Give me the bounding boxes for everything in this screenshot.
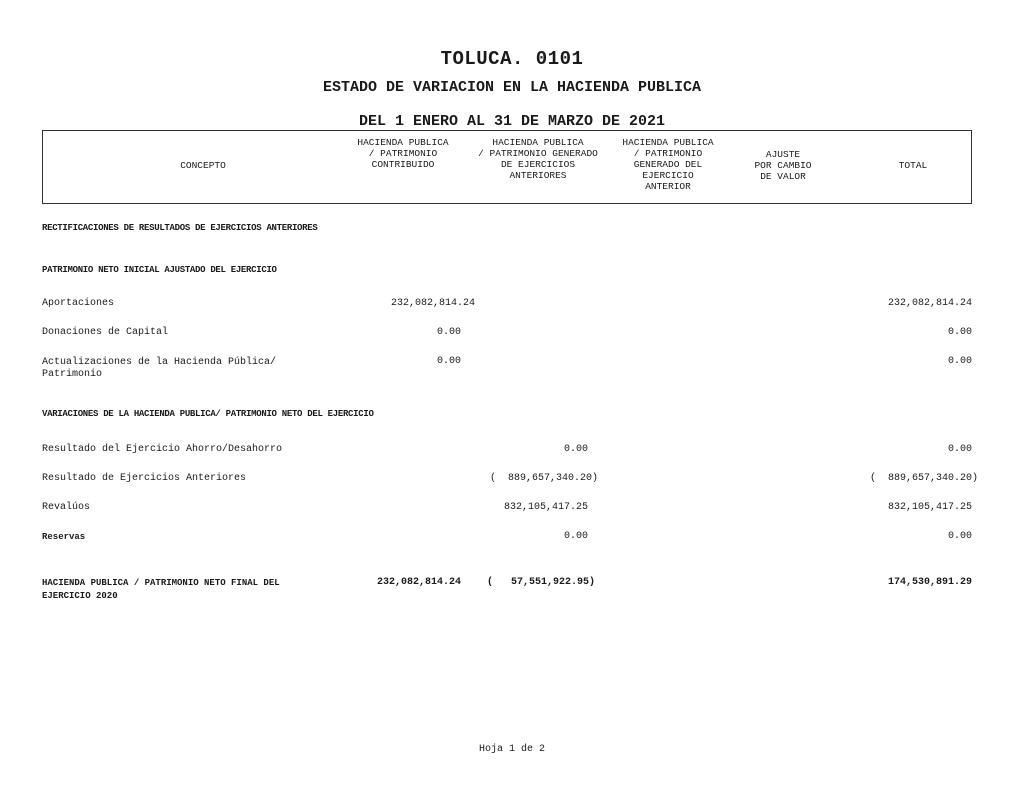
row-resultado-ejercicio-total: 0.00 — [947, 444, 972, 455]
row-revaluos-anteriores: 832,105,417.25 — [503, 502, 588, 513]
row-resultado-anteriores-label: Resultado de Ejercicios Anteriores — [42, 473, 247, 484]
col-contribuido: HACIENDA PUBLICA / PATRIMONIO CONTRIBUIDO — [357, 137, 449, 170]
section-rectificaciones: RECTIFICACIONES DE RESULTADOS DE EJERCICIOS ANTERIORES — [42, 223, 318, 233]
col-total: TOTAL — [898, 160, 928, 171]
col-ejercicios-anteriores: HACIENDA PUBLICA / PATRIMONIO GENERADO DE EJERCICIOS ANTERIORES — [478, 137, 598, 181]
row-reservas-label: Reservas — [42, 532, 86, 542]
row-donaciones-total: 0.00 — [947, 327, 972, 338]
row-final-total: 174,530,891.29 — [887, 577, 972, 588]
report-title: ESTADO DE VARIACION EN LA HACIENDA PUBLICA — [322, 79, 702, 96]
row-aportaciones-total: 232,082,814.24 — [887, 298, 972, 309]
col-ajuste: AJUSTE POR CAMBIO DE VALOR — [754, 149, 812, 182]
entity-title: TOLUCA. 0101 — [440, 48, 584, 70]
col-concepto: CONCEPTO — [180, 160, 226, 171]
section-variaciones: VARIACIONES DE LA HACIENDA PUBLICA/ PATRIMONIO NETO DEL EJERCICIO — [42, 409, 374, 419]
row-final-label: HACIENDA PUBLICA / PATRIMONIO NETO FINAL DEL EJERCICIO 2020 — [42, 578, 280, 601]
row-actualizaciones-contribuido: 0.00 — [436, 356, 461, 367]
row-reservas-total: 0.00 — [947, 531, 972, 542]
row-final-contribuido: 232,082,814.24 — [376, 577, 461, 588]
report-period: DEL 1 ENERO AL 31 DE MARZO DE 2021 — [358, 113, 666, 130]
row-donaciones-label: Donaciones de Capital — [42, 327, 169, 338]
row-resultado-ejercicio-label: Resultado del Ejercicio Ahorro/Desahorro — [42, 444, 283, 455]
row-donaciones-contribuido: 0.00 — [436, 327, 461, 338]
page-number: Hoja 1 de 2 — [478, 744, 545, 755]
row-resultado-anteriores-anteriores: ( 889,657,340.20) — [489, 473, 598, 484]
row-actualizaciones-total: 0.00 — [947, 356, 972, 367]
section-patrimonio-inicial: PATRIMONIO NETO INICIAL AJUSTADO DEL EJERCICIO — [42, 265, 277, 275]
column-header-box — [42, 130, 972, 204]
row-revaluos-label: Revalúos — [42, 502, 91, 513]
row-aportaciones-label: Aportaciones — [42, 298, 115, 309]
row-aportaciones-contribuido: 232,082,814.24 — [390, 298, 475, 309]
col-ejercicio-anterior: HACIENDA PUBLICA / PATRIMONIO GENERADO DEL EJERCICIO ANTERIOR — [622, 137, 714, 192]
row-reservas-anteriores: 0.00 — [563, 531, 588, 542]
row-actualizaciones-label: Actualizaciones de la Hacienda Pública/ Patrimonio — [42, 357, 277, 380]
row-final-anteriores: ( 57,551,922.95) — [486, 577, 595, 588]
row-revaluos-total: 832,105,417.25 — [887, 502, 972, 513]
row-resultado-ejercicio-anteriores: 0.00 — [563, 444, 588, 455]
row-resultado-anteriores-total: ( 889,657,340.20) — [869, 473, 978, 484]
